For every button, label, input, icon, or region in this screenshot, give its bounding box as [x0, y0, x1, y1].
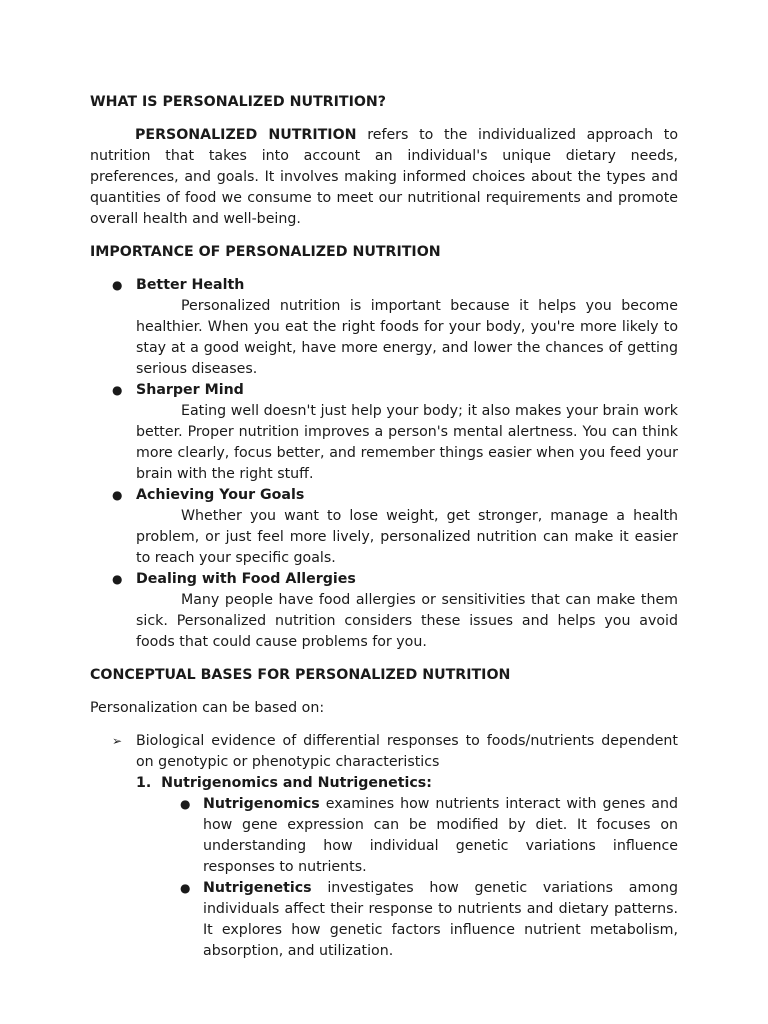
list-item: [90, 275, 678, 380]
list-item: [90, 380, 678, 485]
importance-list: [90, 275, 678, 653]
nested-list-item: [158, 794, 678, 878]
nested-item-text: [203, 878, 678, 962]
bullet-icon: ●: [112, 572, 123, 586]
bullet-icon: ●: [180, 881, 191, 895]
item-text: Eating well doesn't just help your body; it also makes your brain work better. Proper nutrition improves a person's mental alertness. You can think more clearly, focus better, and remember things easier when you feed your brain with the right stuff.: [136, 403, 678, 482]
bullet-icon: ●: [112, 488, 123, 502]
definition-term: PERSONALIZED NUTRITION: [135, 127, 357, 143]
list-item: [90, 485, 678, 569]
arrow-list-item: [90, 731, 678, 794]
item-text: Whether you want to lose weight, get stronger, manage a health problem, or just feel more lively, personalized nutrition can make it easier to reach your specific goals.: [136, 508, 678, 566]
definition-paragraph: [90, 125, 678, 230]
nested-item-desc: investigates how genetic variations among individuals affect their response to nutrients and dietary patterns. It explores how genetic factors influence nutrient metabolism, absorption, and utilization.: [203, 880, 678, 959]
nested-item-desc: examines how nutrients interact with genes and how gene expression can be modified by diet. It focuses on understanding how individual genetic variations influence responses to nutrients.: [203, 796, 678, 875]
item-title: Achieving Your Goals: [136, 487, 305, 503]
arrow-bullet-icon: ➢: [112, 734, 123, 748]
section-heading-conceptual: CONCEPTUAL BASES FOR PERSONALIZED NUTRITION: [90, 667, 511, 683]
numbered-label: 1.: [136, 775, 152, 791]
nested-list: [158, 794, 678, 962]
item-title: Sharper Mind: [136, 382, 244, 398]
bullet-icon: ●: [112, 278, 123, 292]
item-text: Personalized nutrition is important because it helps you become healthier. When you eat the right foods for your body, you're more likely to stay at a good weight, have more energy, and lower the chances of getting serious diseases.: [136, 298, 678, 377]
numbered-heading: [136, 773, 678, 794]
item-title: Better Health: [136, 277, 245, 293]
nested-list-item: [158, 878, 678, 962]
arrow-item-text: Biological evidence of differential responses to foods/nutrients dependent on genotypic or phenotypic characteristics: [136, 733, 678, 770]
section-heading-what: WHAT IS PERSONALIZED NUTRITION?: [90, 94, 387, 110]
section-heading-importance: IMPORTANCE OF PERSONALIZED NUTRITION: [90, 244, 441, 260]
list-item: [90, 569, 678, 653]
nested-item-term: Nutrigenetics: [203, 880, 312, 896]
bullet-icon: ●: [112, 383, 123, 397]
item-title: Dealing with Food Allergies: [136, 571, 356, 587]
numbered-title: Nutrigenomics and Nutrigenetics:: [161, 775, 432, 791]
bullet-icon: ●: [180, 797, 191, 811]
conceptual-intro: Personalization can be based on:: [90, 700, 325, 716]
nested-item-text: [203, 794, 678, 878]
item-text: Many people have food allergies or sensitivities that can make them sick. Personalized nutrition considers these issues and helps you avoid foods that could cause problems for you.: [136, 592, 678, 650]
nested-item-term: Nutrigenomics: [203, 796, 320, 812]
document-page: [90, 92, 678, 962]
definition-text: refers to the individualized approach to nutrition that takes into account an individual's unique dietary needs, preferences, and goals. It involves making informed choices about the types and quantities of food we consume to meet our nutritional requirements and promote overall health and well-being.: [90, 127, 678, 227]
